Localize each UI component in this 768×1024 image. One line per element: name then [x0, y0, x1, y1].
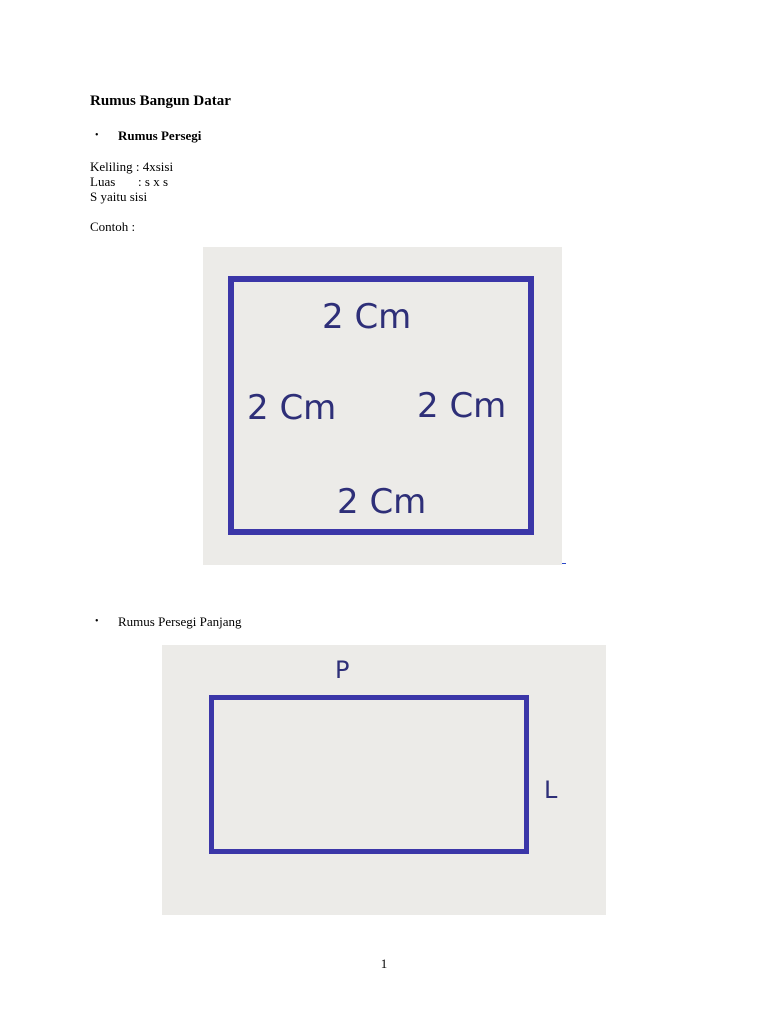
bullet-icon: •	[95, 130, 99, 141]
square-label-left: 2 Cm	[247, 388, 337, 428]
luas-formula: Luas : s x s	[90, 174, 168, 189]
square-figure	[203, 247, 562, 565]
square-label-bottom: 2 Cm	[337, 482, 427, 522]
rectangle-label-right: L	[544, 776, 558, 804]
page-title: Rumus Bangun Datar	[90, 93, 231, 109]
rectangle-label-top: P	[335, 656, 350, 684]
page-number: 1	[380, 956, 388, 971]
section-heading-persegi: Rumus Persegi	[118, 128, 202, 143]
rectangle-shape	[209, 695, 529, 854]
rectangle-figure	[162, 645, 606, 915]
sisi-definition: S yaitu sisi	[90, 189, 148, 204]
example-label: Contoh :	[90, 219, 136, 234]
square-label-top: 2 Cm	[322, 297, 412, 337]
section-heading-persegi-panjang: Rumus Persegi Panjang	[118, 614, 242, 629]
square-label-right: 2 Cm	[417, 386, 507, 426]
link-mark	[562, 563, 566, 564]
bullet-icon: •	[95, 616, 99, 627]
keliling-formula: Keliling : 4xsisi	[90, 159, 174, 174]
